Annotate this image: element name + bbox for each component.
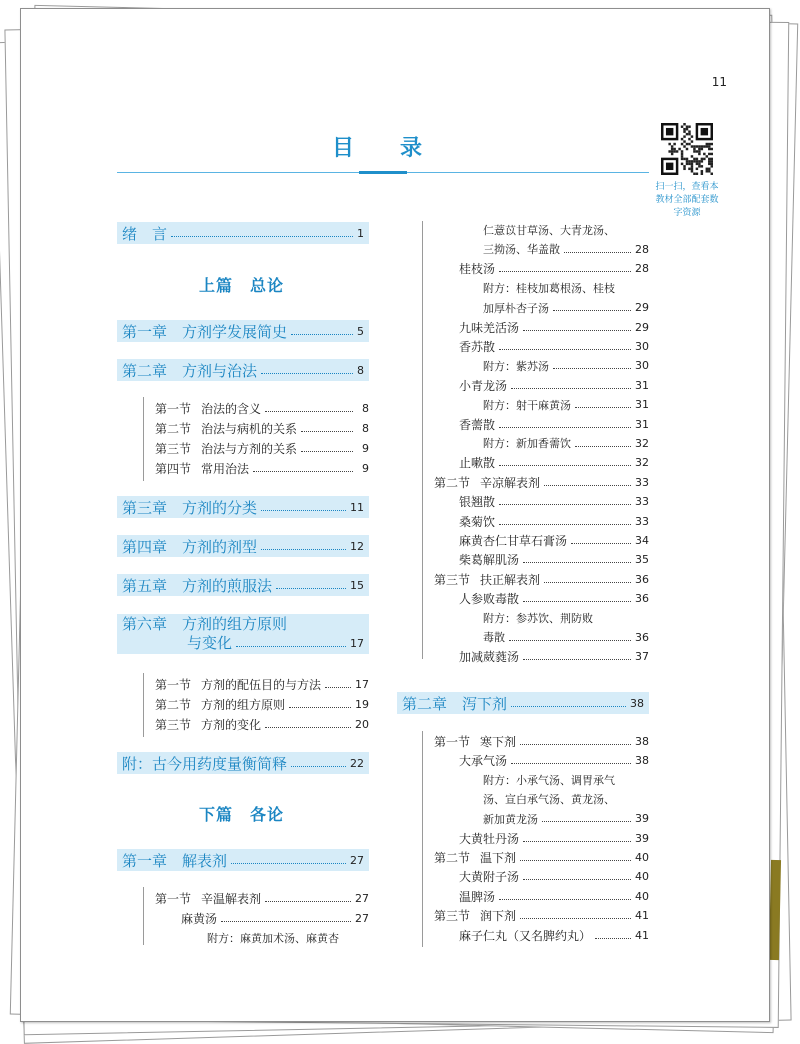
toc-formula[interactable] xyxy=(459,493,649,511)
toc-section[interactable] xyxy=(155,695,369,713)
toc-section[interactable] xyxy=(155,715,369,733)
toc-label: 第一章 解表剂 xyxy=(122,851,228,870)
toc-page-num: 41 xyxy=(635,909,649,923)
toc-appendix-formula[interactable] xyxy=(483,810,649,828)
toc-label: 麻黄杏仁甘草石膏汤 xyxy=(459,533,568,548)
toc-page-num: 38 xyxy=(630,696,644,710)
toc-page-num: 27 xyxy=(355,891,369,905)
toc-label: 加厚朴杏子汤 xyxy=(483,301,549,315)
back-cover-edge xyxy=(769,860,781,960)
toc-formula[interactable] xyxy=(459,887,649,905)
toc-label: 九味羌活汤 xyxy=(459,320,520,335)
toc-chapter-1[interactable] xyxy=(117,320,369,342)
leader-dots xyxy=(553,368,631,369)
toc-page-num: 8 xyxy=(357,363,364,377)
section-number: 第一节 xyxy=(434,734,471,749)
toc-label: 麻黄汤 xyxy=(181,911,218,926)
leader-dots xyxy=(325,687,351,688)
toc-page-num: 33 xyxy=(635,495,649,509)
toc-page-num: 40 xyxy=(635,889,649,903)
toc-page-num: 22 xyxy=(350,756,364,770)
toc-label: 温脾汤 xyxy=(459,889,496,904)
toc-label: 汤、宣白承气汤、黄龙汤、 xyxy=(483,793,615,807)
toc-page-num: 41 xyxy=(635,928,649,942)
toc-chapter-4[interactable] xyxy=(117,535,369,557)
toc-page-num: 35 xyxy=(635,553,649,567)
leader-dots xyxy=(261,549,346,550)
toc-label: 治法的含义 xyxy=(201,401,262,416)
toc-page-num: 29 xyxy=(635,301,649,315)
toc-page-num: 32 xyxy=(635,456,649,470)
toc-label: 毒散 xyxy=(483,631,505,645)
leader-dots xyxy=(520,744,631,745)
toc-appendix-formula[interactable] xyxy=(483,628,649,646)
toc-label: 人参败毒散 xyxy=(459,592,520,607)
toc-page-num: 38 xyxy=(635,734,649,748)
toc-chapter-3[interactable] xyxy=(117,496,369,518)
toc-formula[interactable] xyxy=(459,926,649,944)
toc-formula[interactable] xyxy=(459,260,649,278)
toc-formula[interactable] xyxy=(459,829,649,847)
toc-chapter-5[interactable] xyxy=(117,574,369,596)
toc-label: 第二章 方剂与治法 xyxy=(122,361,258,380)
toc-formula[interactable] xyxy=(181,909,369,927)
toc-section[interactable] xyxy=(434,732,649,750)
toc-appendix-formula[interactable] xyxy=(483,434,649,452)
toc-label: 大黄附子汤 xyxy=(459,870,520,885)
toc-chapter-b1[interactable] xyxy=(117,849,369,871)
toc-section[interactable] xyxy=(155,439,369,457)
toc-section[interactable] xyxy=(434,473,649,491)
toc-page-num: 15 xyxy=(350,578,364,592)
toc-page-num: 28 xyxy=(635,262,649,276)
leader-dots xyxy=(499,465,631,466)
section-number: 第三节 xyxy=(434,572,471,587)
toc-label: 第一章 方剂学发展简史 xyxy=(122,322,288,341)
toc-label: 常用治法 xyxy=(201,461,250,476)
toc-label: 第四章 方剂的剂型 xyxy=(122,537,258,556)
toc-page-num: 34 xyxy=(635,533,649,547)
toc-chapter-2[interactable] xyxy=(117,359,369,381)
toc-page-num: 19 xyxy=(355,697,369,711)
leader-dots xyxy=(265,411,353,412)
toc-page-num: 8 xyxy=(362,421,369,435)
toc-label: 香薷散 xyxy=(459,417,496,432)
toc-page-num: 33 xyxy=(635,514,649,528)
toc-label: 仁薏苡甘草汤、大青龙汤、 xyxy=(483,224,615,237)
toc-page-num: 36 xyxy=(635,572,649,586)
toc-formula[interactable] xyxy=(459,376,649,394)
toc-label: 桑菊饮 xyxy=(459,514,496,529)
leader-dots xyxy=(499,349,631,350)
toc-label: 扶正解表剂 xyxy=(480,572,541,587)
toc-label: 辛温解表剂 xyxy=(201,891,262,906)
leader-dots xyxy=(523,601,631,602)
toc-formula[interactable] xyxy=(459,868,649,886)
section-guide-line xyxy=(422,731,423,947)
leader-dots xyxy=(523,879,631,880)
section-number: 第二节 xyxy=(434,850,471,865)
leader-dots xyxy=(523,330,631,331)
toc-page-num: 30 xyxy=(635,359,649,373)
toc-label: 第三章 方剂的分类 xyxy=(122,498,258,517)
leader-dots xyxy=(291,766,346,767)
toc-label: 三拗汤、华盖散 xyxy=(483,243,560,257)
toc-label: 附方：射干麻黄汤 xyxy=(483,398,571,412)
toc-label: 方剂的配伍目的与方法 xyxy=(201,677,322,692)
leader-dots xyxy=(231,863,346,864)
toc-label: 治法与病机的关系 xyxy=(201,421,298,436)
toc-appendix-formula[interactable] xyxy=(483,609,649,627)
toc-label: 桂枝汤 xyxy=(459,262,496,277)
section-number: 第三节 xyxy=(155,717,192,732)
part-heading-2: 下篇 各论 xyxy=(199,805,285,824)
toc-page-num: 31 xyxy=(635,398,649,412)
toc-page-num: 17 xyxy=(355,677,369,691)
toc-page-num: 8 xyxy=(362,401,369,415)
toc-page-num: 33 xyxy=(635,475,649,489)
toc-label-line2: 与变化 xyxy=(187,634,233,652)
toc-label: 方剂的组方原则 xyxy=(201,697,286,712)
section-number: 第一节 xyxy=(155,401,192,416)
toc-section[interactable] xyxy=(155,675,369,693)
leader-dots xyxy=(291,334,353,335)
leader-dots xyxy=(520,860,631,861)
toc-formula[interactable] xyxy=(459,337,649,355)
toc-label: 附方：麻黄加术汤、麻黄杏 xyxy=(207,932,339,945)
toc-page-num: 36 xyxy=(635,592,649,606)
toc-label: 香苏散 xyxy=(459,339,496,354)
toc-page-num: 40 xyxy=(635,870,649,884)
section-guide-line xyxy=(143,887,144,945)
leader-dots xyxy=(523,659,631,660)
toc-label: 治法与方剂的关系 xyxy=(201,441,298,456)
toc-label: 小青龙汤 xyxy=(459,378,508,393)
toc-page-num: 32 xyxy=(635,436,649,450)
toc-page-num: 39 xyxy=(635,831,649,845)
toc-appendix-formula[interactable] xyxy=(483,299,649,317)
toc-page-num: 28 xyxy=(635,242,649,256)
toc-page-num: 31 xyxy=(635,417,649,431)
toc-section[interactable] xyxy=(155,399,369,417)
toc-appendix-formula[interactable] xyxy=(483,396,649,414)
section-guide-line xyxy=(143,397,144,481)
toc-formula[interactable] xyxy=(459,454,649,472)
toc-page-num: 1 xyxy=(357,226,364,240)
toc-section[interactable] xyxy=(155,459,369,477)
toc-page-num: 40 xyxy=(635,850,649,864)
section-number: 第二节 xyxy=(434,475,471,490)
toc-appendix-formula[interactable] xyxy=(207,929,369,947)
section-number: 第三节 xyxy=(155,441,192,456)
toc-page-num: 37 xyxy=(635,650,649,664)
leader-dots xyxy=(571,543,631,544)
section-number: 第二节 xyxy=(155,421,192,436)
toc-chapter-b2[interactable] xyxy=(397,692,649,714)
toc-section[interactable] xyxy=(434,907,649,925)
leader-dots xyxy=(575,446,631,447)
leader-dots xyxy=(261,373,353,374)
toc-section[interactable] xyxy=(434,848,649,866)
leader-dots xyxy=(511,706,626,707)
toc-page xyxy=(20,8,770,1022)
toc-appendix-formula[interactable] xyxy=(483,771,649,789)
toc-label: 附：古今用药度量衡简释 xyxy=(122,754,288,773)
leader-dots xyxy=(523,841,631,842)
section-number: 第一节 xyxy=(155,677,192,692)
leader-dots xyxy=(276,588,346,589)
toc-appendix-formula[interactable] xyxy=(483,790,649,808)
toc-page-num: 27 xyxy=(355,911,369,925)
part-heading-1: 上篇 总论 xyxy=(199,276,285,295)
toc-label: 润下剂 xyxy=(480,909,517,924)
toc-label: 辛凉解表剂 xyxy=(480,475,541,490)
toc-label: 附方：紫苏汤 xyxy=(483,359,549,373)
qr-caption: 扫一扫，查看本教材全部配套数字资源 xyxy=(655,182,719,218)
toc-intro[interactable] xyxy=(117,222,369,244)
toc-appendix[interactable] xyxy=(117,752,369,774)
section-number: 第二节 xyxy=(155,697,192,712)
toc-page-num: 17 xyxy=(350,637,364,650)
toc-label: 第二章 泻下剂 xyxy=(402,694,508,713)
toc-section[interactable] xyxy=(155,889,369,907)
toc-label: 银翘散 xyxy=(459,495,496,510)
toc-page-num: 39 xyxy=(635,812,649,826)
toc-formula[interactable] xyxy=(459,648,649,666)
title-rule-accent xyxy=(359,171,407,174)
toc-page-num: 36 xyxy=(635,630,649,644)
toc-appendix-formula[interactable] xyxy=(483,279,649,297)
toc-appendix-formula[interactable] xyxy=(483,240,649,258)
leader-dots xyxy=(221,921,351,922)
toc-label: 第五章 方剂的煎服法 xyxy=(122,576,273,595)
toc-chapter-6[interactable] xyxy=(117,614,369,654)
toc-label: 附方：新加香薷饮 xyxy=(483,437,571,451)
leader-dots xyxy=(261,510,346,511)
toc-formula[interactable] xyxy=(459,531,649,549)
leader-dots xyxy=(509,640,631,641)
leader-dots xyxy=(499,271,631,272)
leader-dots xyxy=(499,524,631,525)
section-number: 第三节 xyxy=(434,909,471,924)
toc-page-num: 20 xyxy=(355,717,369,731)
toc-page-num: 9 xyxy=(362,441,369,455)
toc-label: 新加黄龙汤 xyxy=(483,812,538,826)
toc-label: 温下剂 xyxy=(480,850,517,865)
leader-dots xyxy=(542,821,631,822)
toc-formula[interactable] xyxy=(459,590,649,608)
toc-label: 方剂的变化 xyxy=(201,717,262,732)
toc-label: 止嗽散 xyxy=(459,456,496,471)
leader-dots xyxy=(265,727,351,728)
leader-dots xyxy=(171,236,353,237)
leader-dots xyxy=(511,763,631,764)
toc-formula[interactable] xyxy=(459,318,649,336)
leader-dots xyxy=(544,485,631,486)
toc-label: 加减葳蕤汤 xyxy=(459,650,520,665)
leader-dots xyxy=(265,901,351,902)
toc-label: 寒下剂 xyxy=(480,734,517,749)
leader-dots xyxy=(564,252,631,253)
toc-label: 附方：小承气汤、调胃承气 xyxy=(483,773,615,787)
toc-section[interactable] xyxy=(434,570,649,588)
leader-dots xyxy=(575,407,631,408)
page-title: 目 录 xyxy=(331,136,434,161)
section-number: 第一节 xyxy=(155,891,192,906)
leader-dots xyxy=(595,938,631,939)
toc-formula[interactable] xyxy=(459,512,649,530)
toc-page-num: 5 xyxy=(357,324,364,338)
toc-label: 柴葛解肌汤 xyxy=(459,553,520,568)
toc-page-num: 30 xyxy=(635,339,649,353)
leader-dots xyxy=(301,431,353,432)
toc-page-num: 38 xyxy=(635,753,649,767)
toc-formula[interactable] xyxy=(459,551,649,569)
toc-page-num: 11 xyxy=(350,500,364,514)
toc-label: 大承气汤 xyxy=(459,753,508,768)
toc-label: 附方：参苏饮、荆防败 xyxy=(483,612,593,625)
leader-dots xyxy=(511,388,631,389)
section-guide-line xyxy=(422,221,423,659)
leader-dots xyxy=(544,582,631,583)
leader-dots xyxy=(553,310,631,311)
toc-label: 绪 言 xyxy=(122,224,168,243)
toc-section[interactable] xyxy=(155,419,369,437)
toc-page-num: 12 xyxy=(350,539,364,553)
leader-dots xyxy=(301,451,353,452)
section-guide-line xyxy=(143,673,144,737)
toc-page-num: 9 xyxy=(362,461,369,475)
toc-page-num: 27 xyxy=(350,853,364,867)
page-number: 11 xyxy=(711,75,727,89)
toc-label-line1: 第六章 方剂的组方原则 xyxy=(122,615,288,633)
toc-formula[interactable] xyxy=(459,751,649,769)
section-number: 第四节 xyxy=(155,461,192,476)
leader-dots xyxy=(499,504,631,505)
toc-page-num: 31 xyxy=(635,378,649,392)
leader-dots xyxy=(520,918,631,919)
toc-label: 附方：桂枝加葛根汤、桂枝 xyxy=(483,282,615,296)
toc-appendix-formula[interactable] xyxy=(483,221,649,239)
toc-formula[interactable] xyxy=(459,415,649,433)
toc-appendix-formula[interactable] xyxy=(483,357,649,375)
toc-page-num: 29 xyxy=(635,320,649,334)
leader-dots xyxy=(523,562,631,563)
leader-dots xyxy=(499,899,631,900)
toc-label: 大黄牡丹汤 xyxy=(459,831,520,846)
leader-dots xyxy=(289,707,351,708)
qr-code-icon[interactable] xyxy=(661,123,713,175)
leader-dots xyxy=(253,471,353,472)
leader-dots xyxy=(499,427,631,428)
toc-label: 麻子仁丸（又名脾约丸） xyxy=(459,928,592,943)
leader-dots xyxy=(236,646,346,647)
